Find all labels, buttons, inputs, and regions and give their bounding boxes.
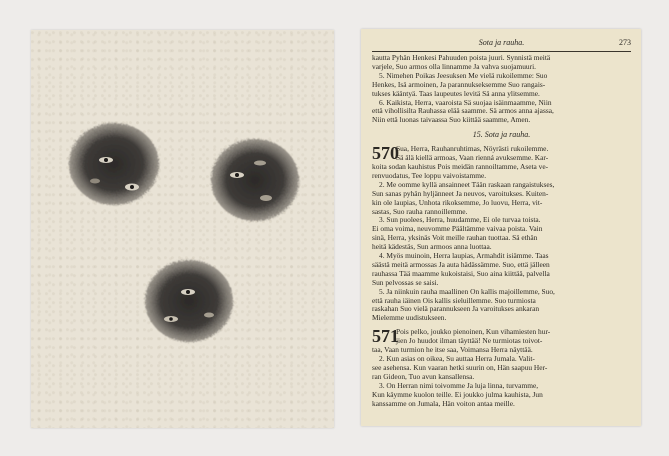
text-line: sastas, Suo rauha rannoillemme. [372, 206, 468, 216]
text-line: taa, Vaan turmion he itse saa, Voimansa Herra näyttää. [372, 345, 533, 355]
page-header [372, 38, 631, 50]
hymn-number: 570 [372, 143, 399, 164]
running-title: Sota ja rauha. [478, 38, 525, 47]
section-title: 15. Sota ja rauha. [472, 130, 531, 140]
text-line: Mielemme uudistukseen. [372, 313, 447, 323]
text-line: Kun käymme kuolon teille. Ei joukko julma kauhista, Jun [372, 389, 543, 399]
text-line: 5. Ja niinkuin rauha maallinen On kallis majoillemme, Suo, [379, 286, 555, 296]
hymn-571 [372, 328, 631, 346]
text-line: tukses kääntyä. Taas laupeutes levitä Sä anna ylitsemme. [372, 88, 540, 98]
text-line: Sä älä kiellä armoas, Vaan rienná avuksemme. Kar- [396, 153, 549, 163]
text-line: säästä meitä armossas Ja auta hädässämme. Suo, että jälleen [372, 259, 550, 269]
text-line: 5. Nimehen Poikas Jeesuksen Me vielä rukoilemme: Suo [379, 70, 548, 80]
page-number: 273 [619, 38, 631, 47]
text-line: 6. Kaikista, Herra, vaaroista Sä suojaa isäinmaamme, Niin [379, 97, 552, 107]
text-line: 3. On Herran nimi toivomme Ja luja linna, turvamme, [379, 380, 539, 390]
text-line: Niin että luonas taivaassa Suo kiittää saamme, Amen. [372, 115, 531, 125]
text-line: renvuodatus, Tee loppu vaivoistamme. [372, 170, 487, 180]
face-blobs-drawing [31, 30, 334, 428]
face-blob-bottom [145, 260, 233, 342]
header-rule [372, 51, 631, 52]
text-line: kin ole laupias, Unhota rikoksemme, Jo luovu, Herra, vit- [372, 197, 543, 207]
hymnal-page [361, 29, 641, 426]
drawing-paper-sheet [31, 30, 334, 428]
text-line: Sua, Herra, Rauhanruhtimas, Nöyrästi rukoilemme. [396, 144, 549, 154]
text-line: 4. Myös muinoin, Herra laupias, Armahdit isiämme. Taas [379, 251, 549, 261]
text-line: jien Jo huudot ilman täyttää! Ne turmiotas toivot- [396, 336, 543, 346]
text-line: heitä kädestäs, Sun armoos anna luottaa. [372, 242, 492, 252]
text-line: Sun sanas pyhän hyljänneet Ja neuvos, varoitukses. Kuiten- [372, 188, 549, 198]
text-line: raskahan Suo vielä parannukseen Ja varoitukses ankaran [372, 304, 540, 314]
text-line: että rauha iäinen Ois kallis sieluillemme. Suo turmiosta [372, 295, 536, 305]
text-line: rauhassa Tää maamme kukoistaisi, Suo aina kiittää, palvella [372, 268, 550, 278]
text-line: Sun pelvossas se saisi. [372, 277, 439, 287]
text-line: 2. Me oomme kyllä ansainneet Tään raskaan rangaistukses, [379, 179, 555, 189]
text-line: Ei oma voima, neuvomme Päältämme vaivaa poista. Vain [372, 224, 543, 234]
text-line: 3. Sun puolees, Herra, huudamme, Ei ole turvaa toista. [379, 215, 541, 225]
text-line: varjele, Suo armos olla linnamme Ja vahva suojamuuri. [372, 61, 536, 71]
face-blob-right [211, 139, 299, 221]
text-line: ran Gideon, Tuo avun kansallensa. [372, 371, 475, 381]
text-line: että vihollisilta Rauhassa elää saamme. Sä armos anna ajassa, [372, 106, 554, 116]
text-line: kautta Pyhän Henkesi Pahuuden poista juuri. Synnistä meitä [372, 53, 551, 62]
text-line: koita sodan kauhistus Pois meidän rannoiltamme, Aseta ve- [372, 161, 549, 171]
text-line: see asehensa. Kun vaaran hetki suurin on, Hän saapuu Her- [372, 362, 548, 372]
text-line: sinä, Herra, yksinäs Voit meille rauhan tuottaa. Sä ethän [372, 233, 538, 243]
hymn-570 [372, 145, 631, 163]
text-line: Pois pelko, joukko pienoinen, Kun vihamiesten hur- [396, 327, 551, 337]
hymn-number: 571 [372, 326, 399, 347]
page-body [372, 54, 631, 408]
text-line: Henkes, Isä armoinen, Ja parannukseksemme Suo rangais- [372, 79, 546, 89]
text-line: kanssamme on Jumala, Hän voiton antaa meille. [372, 398, 515, 408]
face-blob-left [69, 123, 159, 205]
text-line: 2. Kun asias on oikea, Su auttaa Herra Jumala. Valit- [379, 354, 535, 363]
